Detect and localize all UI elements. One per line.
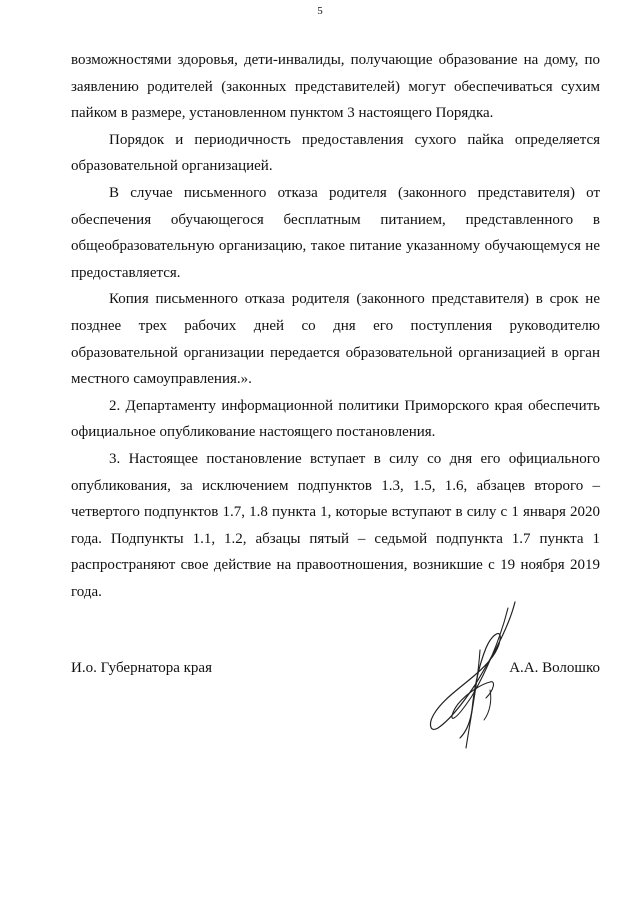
paragraph-4: Копия письменного отказа родителя (законного представителя) в срок не позднее трех рабочих дней со дня его поступления руководителю образовательной организации передается образовательной организацией в орган местного самоуправления.».: [71, 291, 600, 388]
body-text: [71, 47, 600, 605]
signatory-title: И.о. Губернатора края: [71, 660, 212, 676]
paragraph-6: 3. Настоящее постановление вступает в силу со дня его официального опубликования, за исключением подпунктов 1.3, 1.5, 1.6, абзацев второго – четвертого подпунктов 1.7, 1.8 пункта 1, которые вступают в силу с 1 января 2020 года. Подпункты 1.1, 1.2, абзацы пятый – седьмой подпункта 1.7 пункта 1 распространяют свое действие на правоотношения, возникшие с 19 ноября 2019 года.: [71, 450, 600, 600]
paragraph-2: Порядок и периодичность предоставления сухого пайка определяется образовательной организацией.: [71, 131, 600, 175]
paragraph-5: 2. Департаменту информационной политики Приморского края обеспечить официальное опубликование настоящего постановления.: [71, 397, 600, 441]
signatory-name: А.А. Волошко: [509, 660, 600, 676]
page-number: 5: [317, 5, 323, 17]
paragraph-1: возможностями здоровья, дети-инвалиды, получающие образование на дому, по заявлению родителей (законных представителей) могут обеспечиваться сухим пайком в размере, установленном пунктом 3 настоящего Порядка.: [71, 52, 600, 122]
paragraph-3: В случае письменного отказа родителя (законного представителя) от обеспечения обучающегося бесплатным питанием, представленного в общеобразовательную организацию, такое питание указанному обучающемуся не предоставляется.: [71, 184, 600, 281]
